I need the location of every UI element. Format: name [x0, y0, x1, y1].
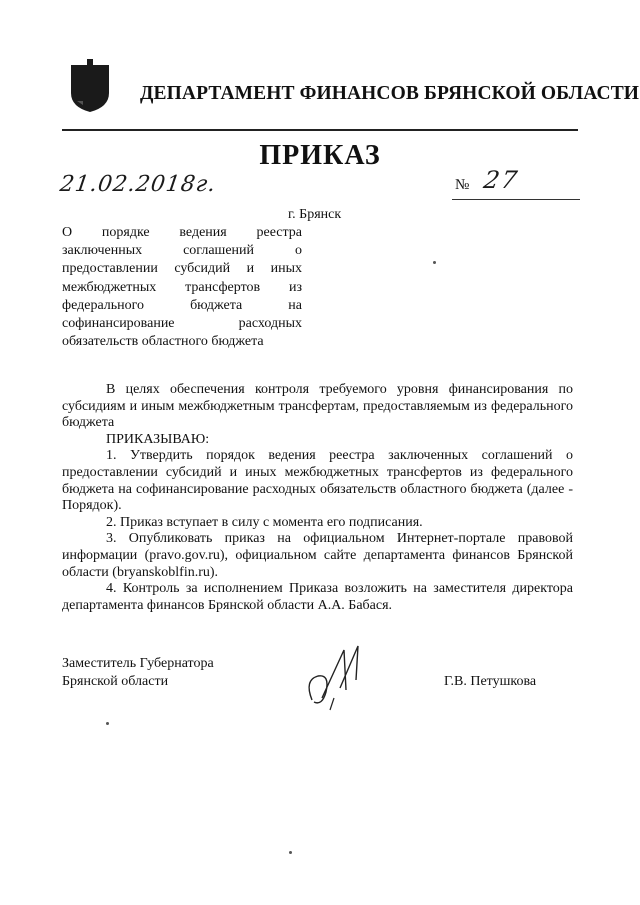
- order-item-4: 4. Контроль за исполнением Приказа возложить на заместителя директора департамента финансов Брянской области А.А. Бабася.: [62, 581, 573, 613]
- coat-of-arms-icon: [69, 57, 111, 113]
- city: г. Брянск: [288, 207, 342, 222]
- handwritten-number: 27: [481, 166, 522, 194]
- header-divider: [62, 129, 578, 131]
- preamble: В целях обеспечения контроля требуемого уровня финансирования по субсидиям и иным межбюджетным трансфертам, предоставляемым из федерального бюджета: [62, 382, 573, 431]
- number-label: №: [455, 177, 470, 193]
- order-body: [62, 382, 573, 614]
- scan-speck: [106, 722, 109, 725]
- scan-speck: [289, 851, 292, 854]
- document-type-title: ПРИКАЗ: [259, 140, 381, 171]
- signatory-name: Г.В. Петушкова: [444, 674, 537, 689]
- number-underline: [452, 199, 580, 200]
- scan-speck: [433, 261, 436, 264]
- order-item-1: 1. Утвердить порядок ведения реестра заключенных соглашений о предоставлении субсидий и иных межбюджетных трансфертов из федерального бюджета на софинансирование расходных обязательств областного бюджета (далее - Порядок).: [62, 448, 573, 514]
- signatory-position: [62, 655, 214, 691]
- organization-name: ДЕПАРТАМЕНТ ФИНАНСОВ БРЯНСКОЙ ОБЛАСТИ: [140, 83, 640, 104]
- position-line-2: Брянской области: [62, 674, 169, 689]
- order-subject: О порядке ведения реестра заключенных соглашений о предоставлении субсидий и иных межбюджетных трансфертов из федерального бюджета на софинансирование расходных обязательств областного бюджета: [62, 225, 302, 350]
- position-line-1: Заместитель Губернатора: [62, 656, 214, 671]
- handwritten-date: 21.02.2018г.: [58, 172, 218, 197]
- order-word: ПРИКАЗЫВАЮ:: [106, 431, 210, 447]
- order-item-2: 2. Приказ вступает в силу с момента его подписания.: [106, 514, 423, 530]
- order-item-3: 3. Опубликовать приказ на официальном Интернет-портале правовой информации (pravo.gov.ru), официальном сайте департамента финансов Брянской области (bryanskoblfin.ru).: [62, 531, 573, 580]
- handwritten-signature: [300, 640, 380, 715]
